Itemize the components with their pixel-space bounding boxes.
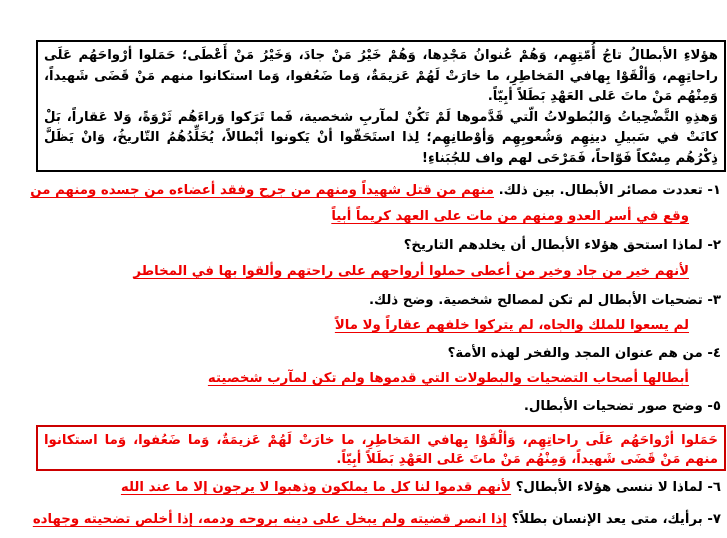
question-6-line [30, 477, 721, 499]
reading-passage-box [36, 40, 726, 172]
answer-5: حَمَلوا أرْواحَهُم عَلَى راحاتِهِم، وَألْقَوْا بِهافي المَخاطِرِ، ما خارَتْ لَهُمْ عَزيمَةٌ، وَما ضَعُفوا، وَما استكانوا منهم مَنْ قَضَى شَهيداً، وَمِنْهُم مَنْ ماتَ عَلى العَهْدِ بَطَلاً أبِيّاً. [44, 433, 718, 467]
passage-paragraph-2: وَهذِهِ التَّضْحِياتُ وَالبُطولاتُ الّتي قَدَّموها لَمْ تَكُنْ لمآربِ شخصية، فَما تَرَكوا وَراءَهُم ثَرْوَةً، وَلا عَقاراً، بَلْ كانَتْ في سَبيلِ دينِهِم وَشُعوبِهِم وَأوْطانِهِم؛ لِذا استَحَقّوا أنْ يَكونوا أبْطالاً، يُخَلِّدُهُمُ التّاريخُ، وَانْ يَظَلَّ ذِكْرُهُم مِسْكاً فَوّاحاً، فَمَرْحَى لهم واف للجُبَناءِ! [44, 109, 718, 166]
answer-2: لأنهم خير من جاد وخير من أعطى حملوا أرواحهم على راحتهم وألقوا بها في المخاطر [133, 264, 689, 279]
question-1: ١- تعددت مصائر الأبطال. بين ذلك. [498, 183, 721, 198]
question-7-line [30, 509, 721, 531]
question-1-line [30, 180, 721, 202]
question-2: ٢- لماذا استحق هؤلاء الأبطال أن يخلدهم التاريخ؟ [403, 238, 721, 253]
answer-3: لم يسعوا للملك والجاه، لم يتركوا خلفهم عقاراً ولا مالاً [334, 318, 689, 333]
question-4: ٤- من هم عنوان المجد والفخر لهذه الأمة؟ [447, 346, 721, 361]
answer-1-continued: وقع في أسر العدو ومنهم من مات على العهد كريماً أبياً [331, 209, 689, 224]
passage-paragraph-1: هؤلاءِ الأبطالُ تاجُ أُمّتِهِم، وَهُمْ عُنوانُ مَجْدِها، وَهُمْ خَيْرُ مَنْ جادَ، وَخَيْرُ مَنْ أَعْطَى؛ حَمَلوا أرْواحَهُم عَلَى راحاتِهِم، وَألْقَوْا بِهافي المَخاطِرِ، ما خارَتْ لَهُمْ عَزيمَةٌ، وَما ضَعُفوا، وَما استكانوا منهم مَنْ قَضَى شَهيداً، وَمِنْهُم مَنْ ماتَ عَلى العَهْدِ بَطَلاً أبِيّاً. [44, 48, 718, 104]
answer-5-box [36, 425, 726, 471]
answer-1: منهم من قتل شهيداً ومنهم من جرح وفقد أعضاءه من جسده ومنهم من [30, 183, 494, 198]
answer-6: لأنهم قدموا لنا كل ما يملكون وذهبوا لا يرجون إلا ما عند الله [120, 480, 512, 495]
question-3: ٣- تضحيات الأبطال لم تكن لمصالح شخصية. وضح ذلك. [368, 293, 721, 308]
answer-4: أبطالها أصحاب التضحيات والبطولات التي قدموها ولم تكن لمآرب شخصيته [207, 371, 689, 386]
question-5: ٥- وضح صور تضحيات الأبطال. [523, 399, 721, 414]
question-7: ٧- برأيك، متى يعد الإنسان بطلاً؟ [511, 512, 721, 527]
answer-7: إذا انصر قضيته ولم يبخل على دينه بروحه ودمه، إذا أخلص تضحيته وجهاده [32, 512, 507, 527]
question-6: ٦- لماذا لا ننسى هؤلاء الأبطال؟ [515, 480, 721, 495]
